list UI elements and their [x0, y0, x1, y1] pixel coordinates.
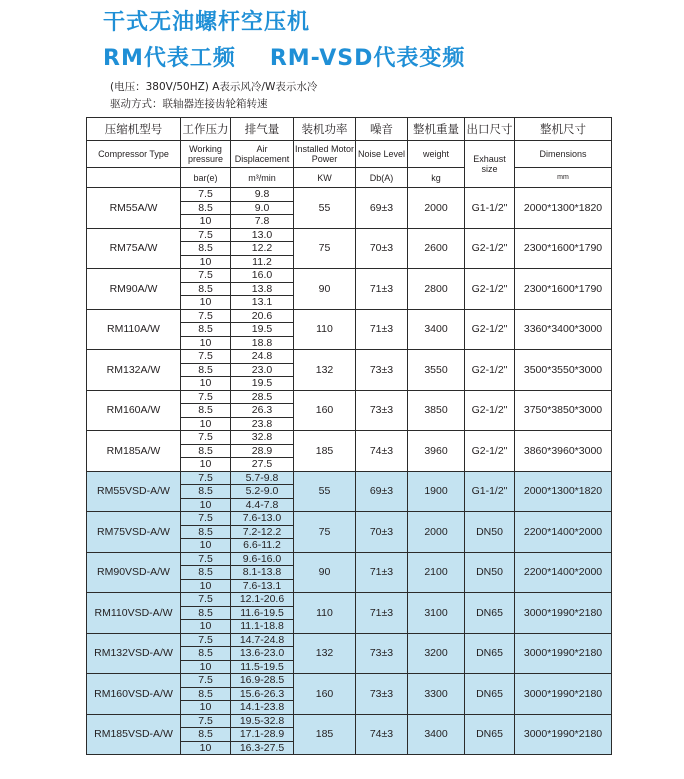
dims-cell: 2000*1300*1820 [515, 471, 612, 512]
exhaust-cell: G2-1/2" [465, 309, 515, 350]
header-exhaust-cn: 出口尺寸 [465, 118, 515, 141]
table-row [87, 471, 612, 485]
pressure-cell: 7.5 [181, 633, 231, 647]
pressure-cell: 10 [181, 336, 231, 350]
noise-cell: 73±3 [356, 390, 408, 431]
exhaust-cell: G1-1/2" [465, 188, 515, 229]
header-model-en: Compressor Type [87, 141, 181, 168]
exhaust-cell: DN65 [465, 633, 515, 674]
pressure-cell: 8.5 [181, 566, 231, 580]
flow-cell: 13.0 [231, 228, 294, 242]
flow-cell: 26.3 [231, 404, 294, 418]
power-cell: 160 [294, 674, 356, 715]
power-cell: 75 [294, 228, 356, 269]
exhaust-cell: DN50 [465, 552, 515, 593]
noise-cell: 70±3 [356, 228, 408, 269]
power-cell: 160 [294, 390, 356, 431]
dims-cell: 2300*1600*1790 [515, 269, 612, 310]
model-cell: RM110A/W [87, 309, 181, 350]
weight-cell: 3550 [408, 350, 465, 391]
unit-flow: m³/min [231, 168, 294, 188]
pressure-cell: 7.5 [181, 552, 231, 566]
pressure-cell: 10 [181, 701, 231, 715]
unit-pressure: bar(e) [181, 168, 231, 188]
pressure-cell: 10 [181, 498, 231, 512]
spec-table [86, 117, 612, 755]
pressure-cell: 8.5 [181, 242, 231, 256]
pressure-cell: 10 [181, 255, 231, 269]
pressure-cell: 7.5 [181, 714, 231, 728]
pressure-cell: 7.5 [181, 228, 231, 242]
pressure-cell: 8.5 [181, 404, 231, 418]
power-cell: 132 [294, 633, 356, 674]
dims-cell: 2000*1300*1820 [515, 188, 612, 229]
table-row [87, 674, 612, 688]
exhaust-cell: G2-1/2" [465, 431, 515, 472]
flow-cell: 9.6-16.0 [231, 552, 294, 566]
exhaust-cell: DN65 [465, 674, 515, 715]
weight-cell: 3400 [408, 714, 465, 755]
weight-cell: 3850 [408, 390, 465, 431]
exhaust-cell: G2-1/2" [465, 390, 515, 431]
pressure-cell: 8.5 [181, 606, 231, 620]
header-pressure-en: Working pressure [181, 141, 231, 168]
flow-cell: 4.4-7.8 [231, 498, 294, 512]
dims-cell: 3500*3550*3000 [515, 350, 612, 391]
model-cell: RM75VSD-A/W [87, 512, 181, 553]
flow-cell: 27.5 [231, 458, 294, 472]
weight-cell: 3200 [408, 633, 465, 674]
header-noise-cn: 噪音 [356, 118, 408, 141]
pressure-cell: 8.5 [181, 282, 231, 296]
unit-dims: mm [515, 168, 612, 188]
power-cell: 90 [294, 269, 356, 310]
weight-cell: 3960 [408, 431, 465, 472]
flow-cell: 20.6 [231, 309, 294, 323]
flow-cell: 28.9 [231, 444, 294, 458]
header-model-cn: 压缩机型号 [87, 118, 181, 141]
dims-cell: 2300*1600*1790 [515, 228, 612, 269]
pressure-cell: 10 [181, 660, 231, 674]
noise-cell: 74±3 [356, 431, 408, 472]
flow-cell: 11.6-19.5 [231, 606, 294, 620]
power-cell: 132 [294, 350, 356, 391]
noise-cell: 71±3 [356, 309, 408, 350]
table-row [87, 512, 612, 526]
pressure-cell: 10 [181, 377, 231, 391]
pressure-cell: 10 [181, 215, 231, 229]
pressure-cell: 7.5 [181, 593, 231, 607]
power-cell: 110 [294, 593, 356, 634]
exhaust-cell: DN65 [465, 714, 515, 755]
weight-cell: 2800 [408, 269, 465, 310]
flow-cell: 5.7-9.8 [231, 471, 294, 485]
table-row [87, 714, 612, 728]
header-dims-en: Dimensions [515, 141, 612, 168]
dims-cell: 2200*1400*2000 [515, 512, 612, 553]
flow-cell: 14.1-23.8 [231, 701, 294, 715]
pressure-cell: 10 [181, 620, 231, 634]
model-cell: RM55VSD-A/W [87, 471, 181, 512]
dims-cell: 3000*1990*2180 [515, 714, 612, 755]
header-noise-en: Noise Level [356, 141, 408, 168]
flow-cell: 19.5 [231, 323, 294, 337]
header-weight-cn: 整机重量 [408, 118, 465, 141]
dims-cell: 3360*3400*3000 [515, 309, 612, 350]
noise-cell: 70±3 [356, 512, 408, 553]
pressure-cell: 7.5 [181, 309, 231, 323]
model-cell: RM185A/W [87, 431, 181, 472]
weight-cell: 1900 [408, 471, 465, 512]
noise-cell: 74±3 [356, 714, 408, 755]
subtitle-fixed-frequency: RM代表工频 [103, 46, 236, 71]
model-cell: RM185VSD-A/W [87, 714, 181, 755]
exhaust-cell: G2-1/2" [465, 350, 515, 391]
pressure-cell: 7.5 [181, 269, 231, 283]
dims-cell: 3750*3850*3000 [515, 390, 612, 431]
power-cell: 185 [294, 431, 356, 472]
pressure-cell: 7.5 [181, 390, 231, 404]
header-power-cn: 装机功率 [294, 118, 356, 141]
flow-cell: 19.5-32.8 [231, 714, 294, 728]
page-subtitle [103, 41, 465, 72]
drive-note: 驱动方式：联轴器连接齿轮箱转速 [110, 98, 268, 110]
flow-cell: 24.8 [231, 350, 294, 364]
dims-cell: 2200*1400*2000 [515, 552, 612, 593]
power-cell: 90 [294, 552, 356, 593]
model-cell: RM110VSD-A/W [87, 593, 181, 634]
flow-cell: 13.1 [231, 296, 294, 310]
table-row [87, 188, 612, 202]
flow-cell: 16.0 [231, 269, 294, 283]
flow-cell: 13.8 [231, 282, 294, 296]
weight-cell: 2600 [408, 228, 465, 269]
spec-table-body [87, 188, 612, 755]
pressure-cell: 8.5 [181, 728, 231, 742]
pressure-cell: 10 [181, 741, 231, 755]
weight-cell: 2000 [408, 512, 465, 553]
flow-cell: 7.6-13.0 [231, 512, 294, 526]
flow-cell: 9.0 [231, 201, 294, 215]
dims-cell: 3000*1990*2180 [515, 674, 612, 715]
flow-cell: 13.6-23.0 [231, 647, 294, 661]
table-row [87, 593, 612, 607]
noise-cell: 69±3 [356, 188, 408, 229]
flow-cell: 18.8 [231, 336, 294, 350]
pressure-cell: 10 [181, 579, 231, 593]
flow-cell: 15.6-26.3 [231, 687, 294, 701]
table-row [87, 431, 612, 445]
model-cell: RM160VSD-A/W [87, 674, 181, 715]
flow-cell: 17.1-28.9 [231, 728, 294, 742]
flow-cell: 16.9-28.5 [231, 674, 294, 688]
noise-cell: 71±3 [356, 552, 408, 593]
weight-cell: 2000 [408, 188, 465, 229]
noise-cell: 73±3 [356, 350, 408, 391]
exhaust-cell: DN50 [465, 512, 515, 553]
weight-cell: 3100 [408, 593, 465, 634]
table-row [87, 309, 612, 323]
model-cell: RM132VSD-A/W [87, 633, 181, 674]
power-cell: 55 [294, 188, 356, 229]
flow-cell: 8.1-13.8 [231, 566, 294, 580]
model-cell: RM160A/W [87, 390, 181, 431]
header-exhaust-en: Exhaust size [465, 141, 515, 188]
flow-cell: 7.2-12.2 [231, 525, 294, 539]
pressure-cell: 8.5 [181, 363, 231, 377]
noise-cell: 71±3 [356, 269, 408, 310]
flow-cell: 11.1-18.8 [231, 620, 294, 634]
page-title: 干式无油螺杆空压机 [103, 10, 311, 35]
flow-cell: 16.3-27.5 [231, 741, 294, 755]
header-row-cn [87, 118, 612, 141]
exhaust-cell: G1-1/2" [465, 471, 515, 512]
table-row [87, 350, 612, 364]
table-row [87, 633, 612, 647]
header-power-en: Installed Motor Power [294, 141, 356, 168]
pressure-cell: 8.5 [181, 525, 231, 539]
pressure-cell: 8.5 [181, 444, 231, 458]
model-cell: RM90VSD-A/W [87, 552, 181, 593]
pressure-cell: 8.5 [181, 485, 231, 499]
flow-cell: 5.2-9.0 [231, 485, 294, 499]
flow-cell: 7.6-13.1 [231, 579, 294, 593]
power-cell: 110 [294, 309, 356, 350]
pressure-cell: 8.5 [181, 323, 231, 337]
pressure-cell: 10 [181, 296, 231, 310]
weight-cell: 2100 [408, 552, 465, 593]
noise-cell: 71±3 [356, 593, 408, 634]
header-flow-en: Air Displacement [231, 141, 294, 168]
pressure-cell: 10 [181, 417, 231, 431]
header-pressure-cn: 工作压力 [181, 118, 231, 141]
exhaust-cell: DN65 [465, 593, 515, 634]
pressure-cell: 7.5 [181, 471, 231, 485]
model-cell: RM90A/W [87, 269, 181, 310]
flow-cell: 23.0 [231, 363, 294, 377]
flow-cell: 14.7-24.8 [231, 633, 294, 647]
exhaust-cell: G2-1/2" [465, 228, 515, 269]
table-row [87, 228, 612, 242]
noise-cell: 69±3 [356, 471, 408, 512]
model-cell: RM55A/W [87, 188, 181, 229]
pressure-cell: 7.5 [181, 188, 231, 202]
table-row [87, 269, 612, 283]
unit-power: KW [294, 168, 356, 188]
flow-cell: 7.8 [231, 215, 294, 229]
header-weight-en: weight [408, 141, 465, 168]
pressure-cell: 7.5 [181, 674, 231, 688]
flow-cell: 12.2 [231, 242, 294, 256]
noise-cell: 73±3 [356, 633, 408, 674]
unit-model-empty [87, 168, 181, 188]
pressure-cell: 10 [181, 458, 231, 472]
pressure-cell: 8.5 [181, 647, 231, 661]
unit-weight: kg [408, 168, 465, 188]
pressure-cell: 8.5 [181, 201, 231, 215]
flow-cell: 11.2 [231, 255, 294, 269]
pressure-cell: 7.5 [181, 350, 231, 364]
pressure-cell: 8.5 [181, 687, 231, 701]
header-row-en [87, 141, 612, 168]
unit-noise: Db(A) [356, 168, 408, 188]
noise-cell: 73±3 [356, 674, 408, 715]
flow-cell: 23.8 [231, 417, 294, 431]
pressure-cell: 7.5 [181, 431, 231, 445]
flow-cell: 19.5 [231, 377, 294, 391]
weight-cell: 3400 [408, 309, 465, 350]
table-row [87, 552, 612, 566]
voltage-note: (电压：380V/50HZ) A表示风冷/W表示水冷 [110, 81, 318, 93]
model-cell: RM132A/W [87, 350, 181, 391]
flow-cell: 12.1-20.6 [231, 593, 294, 607]
weight-cell: 3300 [408, 674, 465, 715]
flow-cell: 32.8 [231, 431, 294, 445]
header-flow-cn: 排气量 [231, 118, 294, 141]
pressure-cell: 10 [181, 539, 231, 553]
flow-cell: 11.5-19.5 [231, 660, 294, 674]
power-cell: 185 [294, 714, 356, 755]
flow-cell: 28.5 [231, 390, 294, 404]
power-cell: 75 [294, 512, 356, 553]
flow-cell: 9.8 [231, 188, 294, 202]
exhaust-cell: G2-1/2" [465, 269, 515, 310]
dims-cell: 3000*1990*2180 [515, 633, 612, 674]
table-row [87, 390, 612, 404]
dims-cell: 3860*3960*3000 [515, 431, 612, 472]
model-cell: RM75A/W [87, 228, 181, 269]
flow-cell: 6.6-11.2 [231, 539, 294, 553]
power-cell: 55 [294, 471, 356, 512]
subtitle-variable-frequency: RM-VSD代表变频 [269, 46, 466, 71]
pressure-cell: 7.5 [181, 512, 231, 526]
header-dims-cn: 整机尺寸 [515, 118, 612, 141]
dims-cell: 3000*1990*2180 [515, 593, 612, 634]
